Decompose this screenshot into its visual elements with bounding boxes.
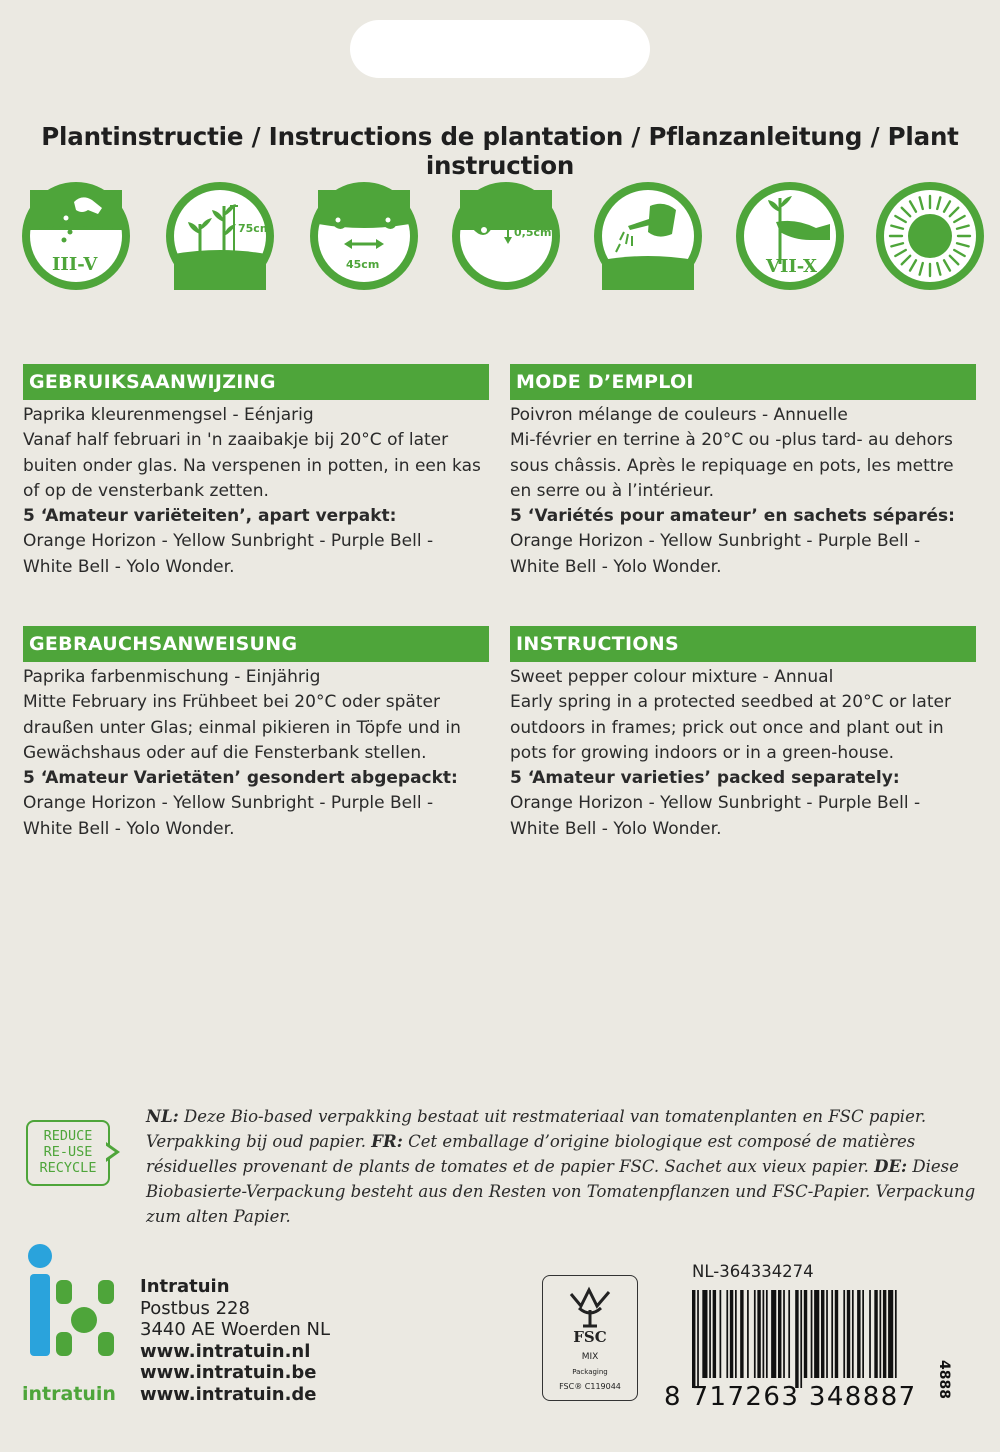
fsc-label: FSC: [573, 1328, 607, 1346]
website-link[interactable]: www.intratuin.be: [140, 1362, 317, 1383]
varieties-line: White Bell - Yolo Wonder.: [510, 818, 722, 839]
full-sun-icon: [876, 182, 984, 290]
website-link[interactable]: www.intratuin.nl: [140, 1340, 311, 1362]
bio-text-nl: Deze Bio-based verpakking bestaat uit restmateriaal van tomatenplanten en FSC papier. Verpakking bij oud papier.: [146, 1107, 927, 1151]
varieties-heading: 5 ‘Variétés pour amateur’ en sachets séparés:: [510, 506, 955, 527]
section-heading: MODE D’EMPLOI: [510, 364, 976, 400]
bio-packaging-text: [146, 1104, 976, 1229]
section-body: [510, 403, 976, 580]
bio-text-de: Diese Biobasierte-Verpackung besteht aus den Resten von Tomatenpflanzen und FSC-Papier. Verpackung zum alten Papier.: [146, 1157, 976, 1226]
text-line: Paprika kleurenmengsel - Eénjarig: [23, 405, 314, 425]
fsc-tree-icon: [565, 1284, 615, 1330]
lang-tag-fr: FR:: [371, 1132, 403, 1151]
website-link[interactable]: www.intratuin.de: [140, 1383, 317, 1405]
text-line: Poivron mélange de couleurs - Annuelle: [510, 405, 848, 425]
text-line: pots for growing indoors or in a green-house.: [510, 742, 895, 763]
lang-tag-nl: NL:: [146, 1107, 179, 1126]
address-line: Postbus 228: [140, 1297, 250, 1319]
section-de: [23, 626, 489, 842]
section-heading: GEBRUIKSAANWIJZING: [23, 364, 489, 400]
varieties-heading: 5 ‘Amateur varieties’ packed separately:: [510, 768, 900, 789]
text-line: en serre ou à l’intérieur.: [510, 480, 715, 501]
varieties-line: Orange Horizon - Yellow Sunbright - Purple Bell -: [510, 793, 921, 814]
instruction-icon-row: [20, 182, 980, 292]
logo-wordmark: intratuin: [22, 1383, 116, 1405]
text-line: Paprika farbenmischung - Einjährig: [23, 667, 321, 687]
varieties-line: White Bell - Yolo Wonder.: [23, 556, 235, 577]
text-line: Mi-février en terrine à 20°C ou -plus tard- au dehors: [510, 430, 953, 451]
fsc-mix: MIX: [581, 1352, 599, 1362]
text-line: Vanaf half februari in 'n zaaibakje bij 20°C of later: [23, 430, 449, 451]
text-line: outdoors in frames; prick out once and plant out in: [510, 717, 944, 738]
harvest-period-label: VII-X: [766, 256, 817, 277]
section-heading: INSTRUCTIONS: [510, 626, 976, 662]
harvest-hand-icon: [736, 182, 844, 290]
varieties-heading: 5 ‘Amateur variëteiten’, apart verpakt:: [23, 506, 397, 527]
page-title: Plantinstructie / Instructions de plantation / Pflanzanleitung / Plant instruction: [41, 122, 959, 180]
text-line: sous châssis. Après le repiquage en pots, les mettre: [510, 455, 954, 476]
barcode-number: 8 717263 348887: [664, 1382, 917, 1412]
company-name: Intratuin: [140, 1276, 230, 1297]
varieties-heading: 5 ‘Amateur Varietäten’ gesondert abgepackt:: [23, 768, 458, 789]
varieties-line: White Bell - Yolo Wonder.: [510, 556, 722, 577]
address-line: 3440 AE Woerden NL: [140, 1319, 330, 1340]
text-line: Gewächshaus oder auf die Fensterbank stellen.: [23, 742, 427, 763]
varieties-line: White Bell - Yolo Wonder.: [23, 818, 235, 839]
text-line: Early spring in a protected seedbed at 20°C or later: [510, 692, 951, 713]
section-heading: GEBRAUCHSANWEISUNG: [23, 626, 489, 662]
recycle-line: REDUCE: [43, 1128, 93, 1144]
text-line: Sweet pepper colour mixture - Annual: [510, 667, 834, 687]
varieties-line: Orange Horizon - Yellow Sunbright - Purple Bell -: [510, 531, 921, 552]
bio-text-fr: Cet emballage d’origine biologique est composé de matières résiduelles provenant de plants de tomates et de papier FSC. Sachet aux vieux papier.: [146, 1132, 916, 1176]
recycle-line: RECYCLE: [39, 1160, 97, 1176]
section-fr: [510, 364, 976, 580]
intratuin-logo: [22, 1240, 122, 1380]
fsc-code: FSC® C119044: [559, 1382, 621, 1391]
hang-hole: [350, 20, 650, 78]
text-line: draußen unter Glas; einmal pikieren in Töpfe und in: [23, 717, 461, 738]
plant-spacing-label: 45cm: [346, 258, 380, 271]
plant-height-label: 75cm: [238, 222, 272, 235]
section-nl: [23, 364, 489, 580]
plant-spacing-icon: [310, 182, 418, 290]
section-body: [23, 403, 489, 580]
sowing-hand-icon: [22, 182, 130, 290]
sowing-depth-label: 0,5cm: [514, 226, 552, 239]
recycle-badge: [26, 1120, 110, 1186]
fsc-packaging: Packaging: [572, 1368, 608, 1376]
company-address: [140, 1276, 330, 1405]
section-en: [510, 626, 976, 842]
watering-can-icon: [594, 182, 702, 290]
sowing-depth-icon: [452, 182, 560, 290]
barcode: [690, 1290, 946, 1388]
side-code: 4888: [936, 1360, 952, 1399]
varieties-line: Orange Horizon - Yellow Sunbright - Purple Bell -: [23, 793, 434, 814]
text-line: buiten onder glas. Na verspenen in potten, in een kas: [23, 455, 481, 476]
fsc-certification-badge: [542, 1275, 638, 1401]
section-body: [510, 665, 976, 842]
section-body: [23, 665, 489, 842]
lang-tag-de: DE:: [874, 1157, 908, 1176]
plant-height-icon: [166, 182, 274, 290]
text-line: of op de vensterbank zetten.: [23, 480, 269, 501]
varieties-line: Orange Horizon - Yellow Sunbright - Purple Bell -: [23, 531, 434, 552]
text-line: Mitte February ins Frühbeet bei 20°C oder später: [23, 692, 440, 713]
recycle-line: RE-USE: [43, 1144, 93, 1160]
product-code: NL-364334274: [692, 1262, 814, 1281]
sowing-period-label: III-V: [52, 254, 98, 275]
